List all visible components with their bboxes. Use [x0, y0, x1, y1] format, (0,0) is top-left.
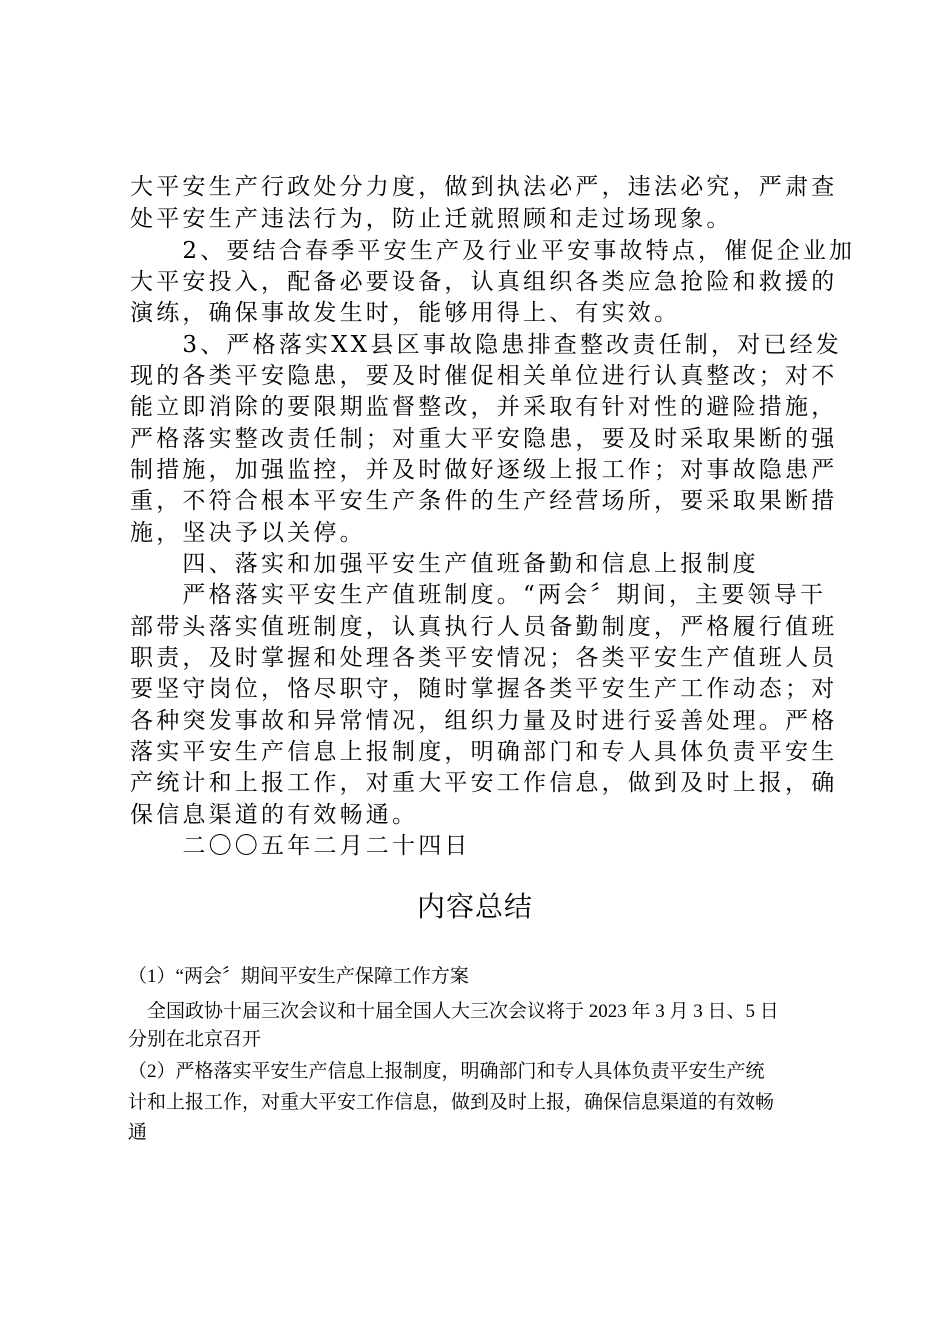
body-line: 重，不符合根本平安生产条件的生产经营场所，要采取果断措: [130, 488, 838, 514]
body-line: 各种突发事故和异常情况，组织力量及时进行妥善处理。严格: [130, 708, 838, 734]
summary-line: 分别在北京召开: [128, 1029, 262, 1050]
body-line: 2、要结合春季平安生产及行业平安事故特点，催促企业加: [130, 238, 856, 264]
body-line: 现的各类平安隐患，要及时催促相关单位进行认真整改；对不: [130, 363, 838, 389]
body-line: 职责，及时掌握和处理各类平安情况；各类平安生产值班人员: [130, 645, 838, 671]
summary-title: 内容总结: [416, 890, 533, 923]
summary-line: （2）严格落实平安生产信息上报制度，明确部门和专人具体负责平安生产统: [128, 1061, 765, 1082]
body-line: 产统计和上报工作，对重大平安工作信息，做到及时上报，确: [130, 770, 838, 796]
body-line: 要坚守岗位，恪尽职守，随时掌握各类平安生产工作动态；对: [130, 676, 838, 702]
body-line: 保信息渠道的有效畅通。: [130, 802, 419, 828]
summary-line: 全国政协十届三次会议和十届全国人大三次会议将于 2023 年 3 月 3 日、5 日: [128, 1001, 779, 1022]
summary-line: 计和上报工作，对重大平安工作信息，做到及时上报，确保信息渠道的有效畅: [128, 1092, 775, 1113]
body-line: 3、严格落实XX县区事故隐患排查整改责任制，对已经发: [130, 332, 842, 358]
body-line: 制措施，加强监控，并及时做好逐级上报工作；对事故隐患严: [130, 457, 838, 483]
body-line: 大平安生产行政处分力度，做到执法必严，违法必究，严肃查: [130, 174, 838, 200]
body-line: 演练，确保事故发生时，能够用得上、有实效。: [130, 300, 681, 326]
section-heading: 四、落实和加强平安生产值班备勤和信息上报制度: [130, 551, 759, 577]
summary-line: 通: [128, 1122, 148, 1143]
body-line: 大平安投入，配备必要设备，认真组织各类应急抢险和救援的: [130, 269, 838, 295]
summary-line: （1）“两会〞期间平安生产保障工作方案: [128, 966, 469, 987]
body-line: 严格落实平安生产值班制度。“两会〞期间，主要领导干: [130, 582, 827, 608]
body-line: 部带头落实值班制度，认真执行人员备勤制度，严格履行值班: [130, 614, 838, 640]
document-date: 二〇〇五年二月二十四日: [130, 833, 471, 859]
body-line: 严格落实整改责任制；对重大平安隐患，要及时采取果断的强: [130, 426, 838, 452]
body-line: 施，坚决予以关停。: [130, 520, 366, 546]
body-line: 能立即消除的要限期监督整改，并采取有针对性的避险措施，: [130, 394, 838, 420]
body-line: 处平安生产违法行为，防止迁就照顾和走过场现象。: [130, 206, 733, 232]
body-line: 落实平安生产信息上报制度，明确部门和专人具体负责平安生: [130, 739, 838, 765]
